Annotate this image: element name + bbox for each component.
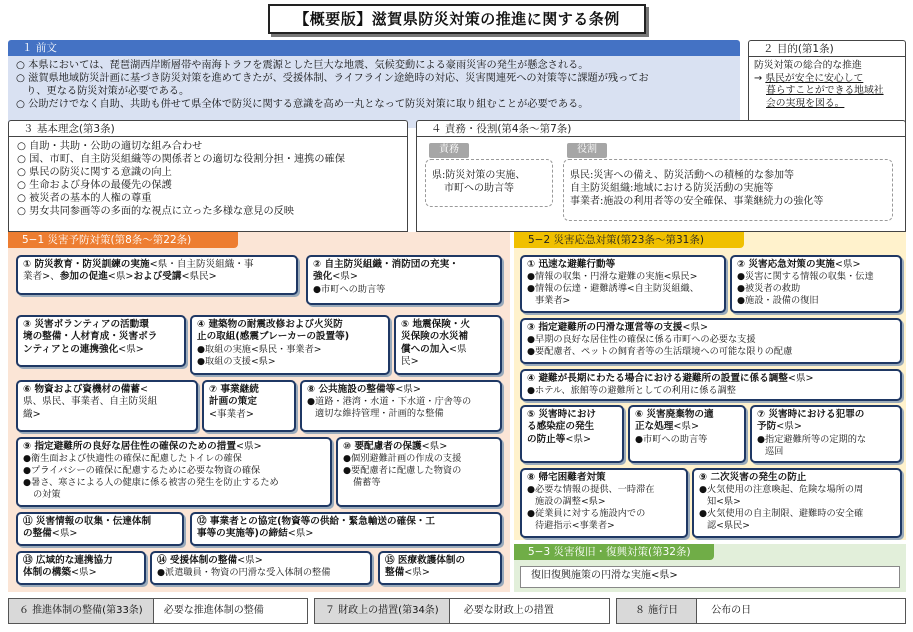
role-box	[563, 159, 893, 221]
text-fragment: ●災害に関する情報の収集・伝達	[737, 271, 874, 283]
text-fragment: ⑧ 公共施設の整備等	[307, 384, 396, 395]
text-fragment: ⑤ 災害時におけ	[527, 409, 597, 420]
text-fragment: ●指定避難所等の定期的な	[757, 433, 867, 445]
text-fragment: ●衛生面および快適性の確保に配慮したトイレの確保	[23, 453, 242, 465]
text-fragment: ●道路・港湾・水道・下水道・庁舎等の	[307, 396, 472, 408]
arrow-icon: →	[754, 72, 763, 84]
text-line	[757, 421, 895, 433]
text-fragment: 適切な維持管理・計画的な整備	[315, 408, 444, 420]
text-line	[197, 331, 383, 343]
text-fragment: ●情報の収集・円滑な避難の実施<県民>	[527, 271, 698, 283]
role-line: 県民:災害への備え、防災活動への積極的な参加等	[570, 170, 794, 181]
text-fragment: の防止等	[527, 433, 566, 445]
text-fragment: る感染症の発生	[527, 421, 595, 433]
text-fragment: ●個別避難計画の作成の支援	[343, 453, 462, 465]
text-fragment: の整備	[23, 528, 52, 540]
text-fragment: ① 迅速な避難行動等	[527, 259, 616, 270]
measure-10	[336, 437, 502, 507]
text-fragment: ●市町への助言等	[635, 433, 708, 445]
text-line	[527, 434, 617, 446]
recovery-header: 5−3 災害復旧・復興対策(第32条)	[514, 544, 714, 560]
measure-2	[306, 255, 502, 305]
measure-4	[190, 315, 390, 375]
recovery-body	[520, 566, 900, 588]
text-fragment: ⑥ 物資および資機材の備蓄	[23, 384, 140, 395]
measure-11	[16, 512, 184, 546]
preamble-line: り、更なる防災対策が必要である。	[16, 86, 190, 98]
text-fragment: <県>	[673, 421, 700, 433]
text-line	[527, 373, 895, 385]
principle-item: ○ 生命および身体の最優先の保護	[17, 180, 172, 192]
principle-item: ○ 被災者の基本的人権の尊重	[17, 193, 152, 205]
text-fragment: <県>	[421, 441, 448, 452]
measure-15	[378, 551, 502, 585]
duties-section	[416, 120, 906, 232]
text-line	[23, 344, 179, 356]
promotion-label: ６ 推進体制の整備(第33条)	[9, 599, 154, 623]
text-fragment: 認<県民>	[707, 520, 750, 532]
response-5	[520, 405, 624, 463]
text-fragment: ③ 指定避難所の円滑な運営等の支援	[527, 322, 683, 333]
text-fragment: 償への加入	[401, 343, 449, 355]
text-fragment: 体制の構築	[23, 567, 71, 579]
text-fragment: ⑨ 指定避難所の良好な居住性の確保のための措置	[23, 441, 236, 452]
duties-header: ４ 責務・役割(第4条〜第7条)	[416, 120, 906, 136]
text-line	[23, 384, 191, 396]
response-2	[730, 255, 902, 313]
text-fragment: <県>	[682, 322, 709, 333]
text-fragment: ② 自主防災組織・消防団の充実・	[313, 259, 459, 270]
text-line	[343, 441, 495, 453]
text-fragment: ③ 災害ボランティアの活動環	[23, 319, 149, 330]
text-fragment: <県・自主防災組織・事	[149, 259, 254, 270]
principle-item: ○ 県民の防災に関する意識の向上	[17, 167, 172, 179]
text-fragment: ④ 避難が長期にわたる場合における避難所の設置に係る調整	[527, 373, 788, 384]
text-line	[313, 259, 495, 271]
text-line	[527, 409, 617, 421]
duty-tag: 責務	[429, 143, 469, 158]
response-7	[750, 405, 902, 463]
text-fragment: <県>	[287, 528, 314, 540]
text-fragment: ② 災害応急対策の実施	[737, 259, 835, 270]
text-fragment: ⑦ 事業継続	[209, 384, 259, 395]
response-4	[520, 369, 902, 401]
text-fragment: <県>	[237, 555, 263, 566]
preamble-line: ○ 本県においては、琵琶湖西岸断層帯や南海トラフを震源とした巨大な地震、気候変動による豪雨災害の発生が懸念される。	[16, 60, 589, 71]
text-fragment: 事等の実施等)の締結	[197, 528, 288, 540]
text-fragment: <県	[448, 343, 467, 355]
principles-body	[8, 136, 408, 232]
effective-date-value: 公布の日	[711, 604, 752, 616]
text-fragment: 復旧復興施策の円滑な実施<県>	[531, 570, 678, 581]
measure-13	[16, 551, 146, 585]
text-line	[527, 322, 895, 334]
text-line	[635, 421, 739, 433]
text-fragment: <県>	[565, 433, 592, 445]
text-fragment: 県、県民、事業者、自主防災組	[23, 396, 158, 408]
measure-12	[190, 512, 502, 546]
text-fragment: <県>	[332, 271, 358, 283]
principles-header: ３ 基本理念(第3条)	[8, 120, 408, 136]
text-line	[197, 319, 383, 331]
text-fragment: <県>	[70, 567, 97, 579]
text-line	[307, 384, 495, 396]
text-fragment: <県>	[395, 384, 421, 395]
text-fragment: ⑬ 広域的な連携協力	[23, 555, 113, 566]
text-fragment: 施設の調整	[535, 496, 581, 508]
measure-8	[300, 380, 502, 432]
text-fragment: 強化	[313, 271, 333, 283]
text-fragment: 境の整備・人材育成・災害ボラ	[23, 331, 158, 343]
text-fragment: <県>	[834, 259, 861, 270]
finance-value: 必要な財政上の措置	[463, 604, 554, 616]
text-fragment: ●派遣職員・物資の円滑な受入体制の整備	[157, 567, 331, 579]
text-fragment: 業者>、	[23, 271, 60, 283]
text-fragment: 民>	[401, 356, 419, 368]
text-fragment: ●取組の支援<県>	[197, 355, 276, 367]
principle-item: ○ 男女共同参画等の多面的な視点に立った多様な意見の反映	[17, 206, 294, 218]
text-fragment: ●ホテル、旅館等の避難所としての利用に係る調整	[527, 385, 736, 397]
text-fragment: 備蓄等	[353, 477, 381, 489]
text-fragment: ④ 建築物の耐震改修および火災防	[197, 319, 343, 330]
finance-section	[314, 598, 610, 624]
purpose-line: 会の実現を図る。	[766, 97, 845, 109]
text-fragment: ●被災者の救助	[737, 283, 801, 295]
text-fragment: ⑫ 事業者との協定(物資等の供給・緊急輸送の確保・工	[197, 516, 435, 527]
text-fragment: <県>	[776, 421, 802, 433]
text-fragment: ⑤ 地震保険・火	[401, 319, 471, 330]
text-fragment: <県>	[51, 528, 78, 540]
text-fragment: ●火気使用の自主制限、避難時の安全確	[699, 508, 864, 520]
text-line	[757, 409, 895, 421]
text-fragment: の対策	[33, 489, 61, 501]
text-fragment: 知<県>	[707, 496, 741, 508]
text-fragment: ⑨ 二次災害の発生の防止	[699, 472, 807, 483]
text-fragment: <県>	[118, 343, 144, 355]
response-3	[520, 318, 902, 364]
text-fragment: <	[140, 384, 149, 395]
text-fragment: <県>	[107, 271, 134, 283]
duty-box	[425, 159, 553, 207]
purpose-line: 県民が安全に安心して	[765, 72, 864, 84]
text-fragment: および受講	[133, 271, 182, 283]
text-line	[313, 271, 495, 283]
text-fragment: ⑪ 災害情報の収集・伝達体制	[23, 516, 152, 527]
finance-label: ７ 財政上の措置(第34条)	[315, 599, 450, 623]
text-fragment: ⑮ 医療救護体制の	[385, 555, 466, 566]
text-line	[23, 331, 179, 343]
text-line	[754, 73, 900, 86]
principle-item: ○ 国、市町、自主防災組織等の関係者との適切な役割分担・連携の確保	[17, 154, 345, 166]
text-line	[385, 567, 495, 579]
text-fragment: ⑥ 災害廃棄物の適	[635, 409, 714, 420]
text-fragment: ●早期の良好な居住性の確保に係る市町への必要な支援	[527, 334, 756, 346]
effective-date-section	[616, 598, 906, 624]
text-line	[23, 271, 291, 283]
text-fragment: 計画の策定	[209, 396, 257, 408]
response-6	[628, 405, 746, 463]
text-fragment: ⑩ 要配慮者の保護	[343, 441, 422, 452]
text-fragment: 整備	[385, 567, 405, 579]
text-fragment: 参加の促進	[59, 271, 108, 283]
text-fragment: ⑭ 受援体制の整備	[157, 555, 238, 566]
role-line: 事業者:施設の利用者等の安全確保、事業継続力の強化等	[570, 195, 824, 207]
text-fragment: 止の取組(感震ブレーカーの設置等)	[197, 331, 350, 343]
text-fragment: 災保険の水災補	[401, 331, 469, 343]
text-fragment: ●市町への助言等	[313, 283, 386, 295]
text-fragment: ●要配慮者、ペットの飼育者等の生活環境への可能な限りの配慮	[527, 346, 793, 358]
text-fragment: ●必要な情報の提供、一時滞在	[527, 484, 655, 496]
purpose-section	[748, 40, 906, 128]
text-line	[23, 528, 177, 540]
measure-9	[16, 437, 332, 507]
text-line	[401, 319, 495, 331]
text-fragment: ●要配慮者に配慮した物資の	[343, 465, 462, 477]
text-line	[209, 396, 289, 408]
preamble-line: ○ 滋賀県地域防災計画に基づき防災対策を進めてきたが、受援体制、ライフライン途絶時の対応、災害関連死への対策等に課題が残ってお	[16, 73, 649, 85]
purpose-header: ２ 目的(第1条)	[748, 40, 906, 56]
text-fragment: 予防	[757, 421, 777, 433]
purpose-body	[748, 56, 906, 128]
text-line	[23, 567, 139, 579]
text-line	[737, 259, 895, 271]
text-line	[401, 331, 495, 343]
duty-line: 市町への助言等	[444, 182, 514, 194]
text-line	[699, 472, 895, 484]
measure-7	[202, 380, 296, 432]
text-line	[385, 555, 495, 567]
promotion-value: 必要な推進体制の整備	[163, 604, 264, 616]
emergency-header: 5−2 災害応急対策(第23条〜第31条)	[514, 232, 744, 248]
recovery-section	[514, 544, 906, 592]
text-line	[23, 319, 179, 331]
preamble-header: １ 前文	[8, 40, 740, 56]
text-line	[23, 441, 325, 453]
preamble-body	[8, 56, 740, 128]
page-title: 【概要版】滋賀県防災対策の推進に関する条例	[268, 4, 646, 34]
text-line	[527, 496, 681, 508]
prevention-header: 5−1 災害予防対策(第8条〜第22条)	[8, 232, 238, 248]
text-fragment: 事業者>	[535, 295, 571, 307]
text-line	[197, 516, 495, 528]
duties-body	[416, 136, 906, 232]
text-fragment: 正な処理	[635, 421, 674, 433]
text-line	[209, 384, 289, 396]
text-fragment: ●暑さ、寒さによる人の健康に係る被害の発生を防止するため	[23, 477, 279, 489]
text-fragment: <県>	[787, 373, 814, 384]
text-fragment: ●火気使用の注意喚起、危険な場所の周	[699, 484, 864, 496]
measure-1	[16, 255, 298, 295]
measure-3	[16, 315, 186, 367]
text-line	[401, 344, 495, 356]
text-fragment: <県>	[404, 567, 430, 579]
text-line	[23, 555, 139, 567]
purpose-line: 暮らすことができる地域社	[766, 85, 884, 97]
role-tag: 役割	[567, 143, 607, 158]
text-line	[527, 472, 681, 484]
text-fragment: ⑦ 災害時における犯罪の	[757, 409, 865, 420]
text-line	[157, 555, 365, 567]
text-fragment: <県民>	[181, 271, 217, 283]
text-line	[527, 259, 719, 271]
text-line	[527, 421, 617, 433]
response-8	[520, 468, 688, 538]
text-fragment: 織>	[23, 408, 41, 420]
text-fragment: 待避指示<事業者>	[535, 520, 615, 532]
text-fragment: <県>	[235, 441, 262, 452]
text-line	[23, 516, 177, 528]
text-fragment: ●施設・設備の復旧	[737, 295, 819, 307]
duty-line: 県:防災対策の実施、	[432, 170, 526, 181]
measure-6	[16, 380, 198, 432]
text-fragment: 巡回	[765, 445, 784, 457]
text-fragment: ●プライバシーの確保に配慮するために必要な物資の確保	[23, 465, 261, 477]
text-line	[635, 409, 739, 421]
measure-5	[394, 315, 502, 375]
text-fragment: ① 防災教育・防災訓練の実施	[23, 259, 150, 270]
purpose-line: 防災対策の総合的な推進	[754, 60, 862, 71]
text-fragment: ンティアとの連携強化	[23, 343, 119, 355]
preamble-line: ○ 公助だけでなく自助、共助も併せて県全体で防災に関する意識を高め一丸となって防災対策に取り組むことが必要である。	[16, 99, 589, 111]
text-line	[23, 259, 291, 271]
effective-date-label: ８ 施行日	[617, 599, 697, 623]
text-fragment: <県>	[580, 496, 606, 508]
text-fragment: ●取組の実施<県民・事業者>	[197, 343, 322, 355]
text-line	[197, 528, 495, 540]
response-1	[520, 255, 726, 313]
response-9	[692, 468, 902, 538]
text-fragment: ●従業員に対する施設内での	[527, 508, 646, 520]
principles-section	[8, 120, 408, 232]
preamble-section	[8, 40, 740, 128]
role-line: 自主防災組織:地域における防災活動の実施等	[570, 182, 774, 194]
text-fragment: ⑧ 帰宅困難者対策	[527, 472, 606, 483]
promotion-section	[8, 598, 308, 624]
text-fragment: ●情報の伝達・避難誘導<自主防災組織、	[527, 283, 699, 295]
principle-item: ○ 自助・共助・公助の適切な組み合わせ	[17, 141, 203, 152]
measure-14	[150, 551, 372, 585]
text-fragment: <事業者>	[209, 408, 254, 420]
